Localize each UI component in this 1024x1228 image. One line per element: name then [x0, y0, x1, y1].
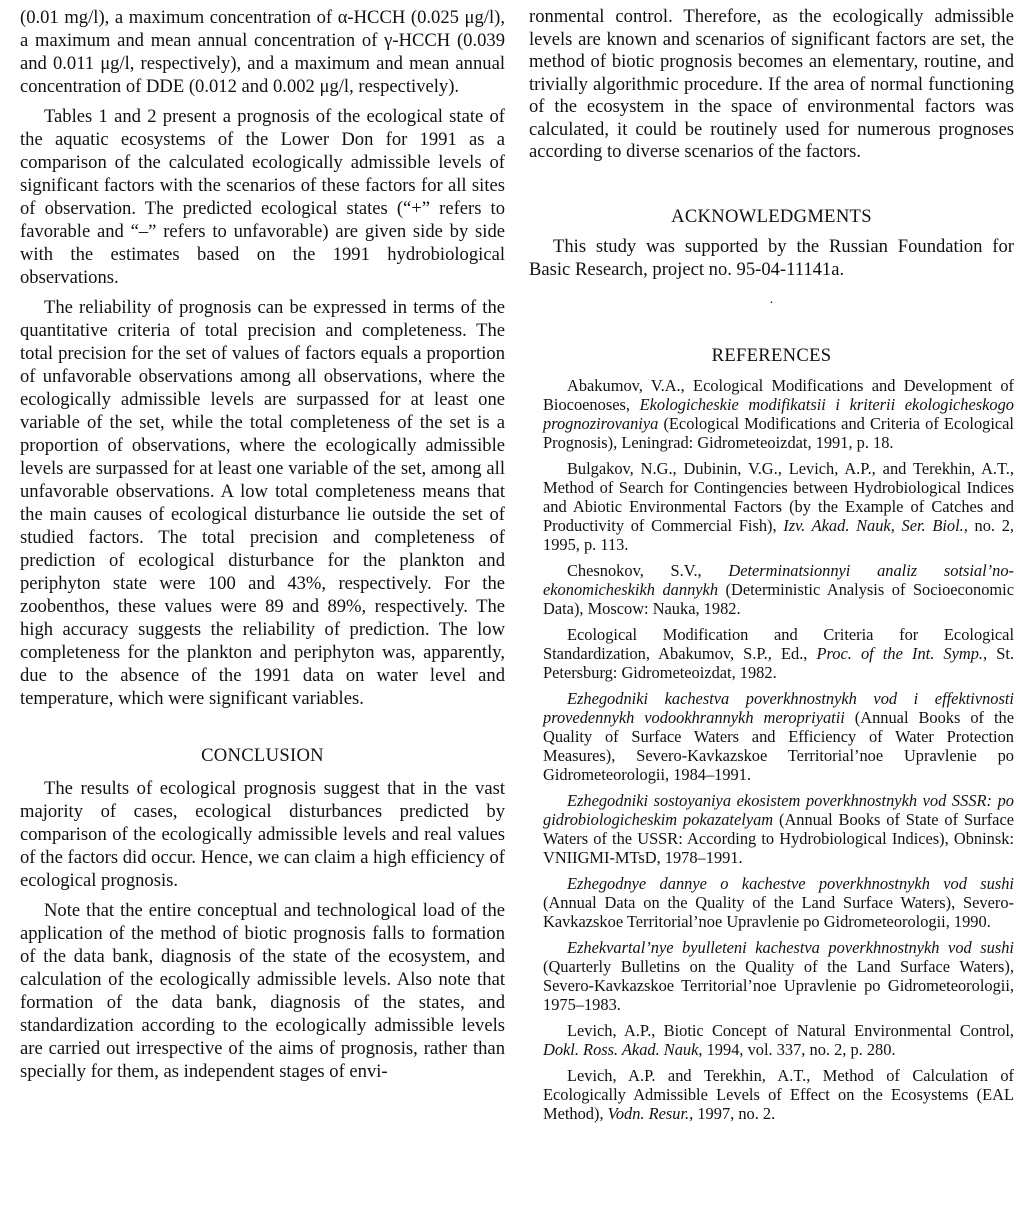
acknowledgments-heading: ACKNOWLEDGMENTS [671, 205, 872, 227]
reference-italic-title: Ezhegodniki kachestva poverkhnostnykh vod i effektivnosti provedennykh vodookhrannykh meropriyatii [543, 688, 1014, 727]
reference-item [529, 625, 1014, 682]
separator-dot: · [769, 296, 774, 311]
reference-text: (Quarterly Bulletins on the Quality of the Land Surface Waters), Severo-Kavkazskoe Territorial’noe Upravlenie po Gidrometeorologii, 1975–1983. [543, 956, 1014, 1014]
reference-item [529, 1066, 1014, 1123]
reference-text: Levich, A.P., Biotic Concept of Natural Environmental Control, [567, 1020, 1014, 1040]
reference-text: Abakumov, V.A., Ecological Modifications and Development of Biocoenoses, [543, 375, 1014, 414]
reference-item [529, 791, 1014, 867]
reference-italic-title: Ezhekvartal’nye byulleteni kachestva poverkhnostnykh vod sushi [567, 937, 1014, 957]
intro-paragraph: (0.01 mg/l), a maximum concentration of α-HCCH (0.025 μg/l), a maximum and mean annual concentration of γ-HCCH (0.039 and 0.011 μg/l, respectively), and a maximum and mean annual concentration of DDE (0.012 and 0.002 μg/l, respectively). [20, 7, 505, 97]
reference-italic-title: Proc. of the Int. Symp. [816, 643, 984, 663]
reference-item [529, 376, 1014, 452]
tables-paragraph: Tables 1 and 2 present a prognosis of the ecological state of the aquatic ecosystems of the Lower Don for 1991 as a comparison of the calculated ecologically admissible levels of significant factors with the scenarios of these factors for all sites of observation. The predicted ecological states (“+” refers to favorable and “–” refers to unfavorable) are given side by side with the estimates based on the 1991 hydrobiological observations. [20, 106, 505, 288]
reference-item [529, 689, 1014, 784]
reference-item [529, 938, 1014, 1014]
reference-text: (Annual Books of State of Surface Waters of the USSR: According to Hydrobiological Indices), Obninsk: VNIIGMI-MTsD, 1978–1991. [543, 809, 1014, 867]
references-list [529, 376, 1014, 1123]
acknowledgments-paragraph: This study was supported by the Russian Foundation for Basic Research, project no. 95-04-11141a. [529, 236, 1014, 280]
continuation-paragraph: ronmental control. Therefore, as the ecologically admissible levels are known and scenarios of significant factors are set, the method of biotic prognosis becomes an elementary, routine, and trivially algorithmic procedure. If the area of normal functioning of the ecosystem in the space of environmental factors was calculated, it could be routinely used for numerous prognoses according to diverse scenarios of the factors. [529, 6, 1014, 162]
reference-italic-title: Izv. Akad. Nauk, Ser. Biol. [783, 515, 964, 535]
reference-text: (Deterministic Analysis of Socioeconomic Data), Moscow: Nauka, 1982. [543, 579, 1014, 618]
reference-text: , St. Petersburg: Gidrometeoizdat, 1982. [543, 643, 1014, 682]
reference-item [529, 1021, 1014, 1059]
reference-text: (Annual Books of the Quality of Surface Waters and Efficiency of Water Protection Measures), Severo-Kavkazskoe Territorial’noe Upravlenie po Gidrometeorologii, 1984–1991. [543, 707, 1014, 784]
reference-italic-title: Ezhegodnye dannye o kachestve poverkhnostnykh vod sushi [567, 873, 1014, 893]
reference-item [529, 874, 1014, 931]
conclusion-paragraph-1: The results of ecological prognosis suggest that in the vast majority of cases, ecological disturbances predicted by comparison of the ecologically admissible levels and real values of the factors did occur. Hence, we can claim a high efficiency of ecological prognosis. [20, 778, 505, 891]
reference-text: Chesnokov, S.V., [567, 560, 729, 580]
reference-italic-title: Dokl. Ross. Akad. Nauk [543, 1039, 699, 1059]
right-column [529, 6, 1014, 1228]
reference-text: Levich, A.P. and Terekhin, A.T., Method of Calculation of Ecologically Admissible Levels of Effect on the Ecosystems (EAL Method), [543, 1065, 1014, 1123]
reference-text: Ecological Modification and Criteria for Ecological Standardization, Abakumov, S.P., Ed., [543, 624, 1014, 663]
conclusion-paragraph-2: Note that the entire conceptual and technological load of the application of the method of biotic prognosis falls to formation of the data bank, diagnosis of the state of the ecosystem, and calculation of the ecologically admissible levels. Also note that formation of the data bank, diagnosis of the states, and standardization according to the ecologically admissible levels are carried out irrespective of the aims of prognosis, rather than specially for them, as independent stages of envi- [20, 900, 505, 1082]
reference-text: (Annual Data on the Quality of the Land Surface Waters), Severo-Kavkazskoe Territorial’noe Upravlenie po Gidrometeorologii, 1990. [543, 892, 1014, 931]
reference-text: , 1997, no. 2. [689, 1103, 776, 1123]
reference-italic-title: Vodn. Resur. [607, 1103, 690, 1123]
reference-text: , 1994, vol. 337, no. 2, p. 280. [698, 1039, 896, 1059]
reference-item [529, 561, 1014, 618]
reliability-paragraph: The reliability of prognosis can be expressed in terms of the quantitative criteria of total precision and completeness. The total precision for the set of values of factors equals a proportion of unfavorable observations among all observations, where the ecologically admissible levels are surpassed for at least one variable of the set, while the total completeness of the set is a proportion of observations, where the ecologically admissible levels are surpassed for at least one variable of the set, among all unfavorable observations. A low total completeness means that the main causes of ecological disturbance lie outside the set of studied factors. The total precision and completeness of prediction of ecological disturbance for the plankton and periphyton state were 100 and 43%, respectively. For the zoobenthos, these values were 89 and 89%, respectively. The high accuracy suggests the reliability of prediction. The low completeness for the plankton and periphyton was, apparently, due to the absence of the 1991 data on water level and temperature, which were significant variables. [20, 297, 505, 709]
conclusion-heading: CONCLUSION [201, 745, 324, 766]
reference-italic-title: Determinatsionnyi analiz sotsial’no-ekonomicheskikh dannykh [543, 560, 1014, 599]
reference-italic-title: Ezhegodniki sostoyaniya ekosistem poverkhnostnykh vod SSSR: po gidrobiologicheskim pokazatelyam [543, 790, 1014, 829]
left-column [20, 6, 505, 1228]
references-heading: REFERENCES [711, 345, 832, 366]
reference-text: Bulgakov, N.G., Dubinin, V.G., Levich, A.P., and Terekhin, A.T., Method of Search for Contingencies between Hydrobiological Indices and Abiotic Environmental Factors (by the Example of Catches and Productivity of Commercial Fish), [543, 458, 1014, 535]
reference-text: , no. 2, 1995, p. 113. [543, 515, 1014, 554]
reference-italic-title: Ekologicheskie modifikatsii i kriterii ekologicheskogo prognozirovaniya [543, 394, 1014, 433]
reference-text: (Ecological Modifications and Criteria of Ecological Prognosis), Leningrad: Gidrometeoizdat, 1991, p. 18. [543, 413, 1014, 452]
reference-item [529, 459, 1014, 554]
